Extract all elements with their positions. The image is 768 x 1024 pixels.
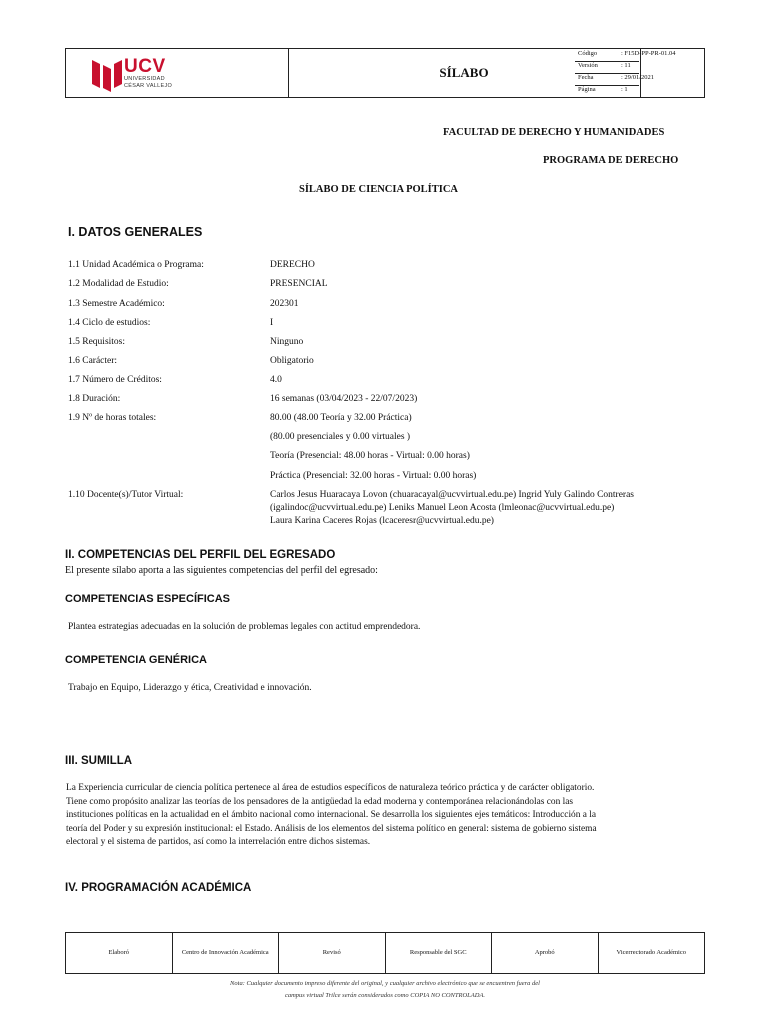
approval-cell: Aprobó bbox=[492, 933, 599, 973]
approval-cell: Vicerrectorado Académico bbox=[616, 949, 686, 957]
summary-line: instituciones políticas en la actualidad en el ámbito nacional como internacional. Se desarrolla los siguientes ejes temáticos: Introducción a la bbox=[66, 810, 597, 821]
footer-note-line: campus virtual Trilce serán considerados como COPIA NO CONTROLADA. bbox=[284, 992, 486, 999]
data-label: 1.10 Docente(s)/Tutor Virtual: bbox=[68, 490, 184, 500]
data-label: 1.9 Nº de horas totales: bbox=[68, 413, 157, 423]
meta-value: : 29/01/2021 bbox=[621, 74, 655, 81]
generic-competency-text: Trabajo en Equipo, Liderazgo y ética, Creatividad e innovación. bbox=[68, 683, 312, 693]
summary-line: La Experiencia curricular de ciencia política pertenece al área de estudios específicos de naturaleza teórico práctica y de carácter obligatorio. bbox=[66, 783, 595, 793]
data-value: DERECHO bbox=[270, 260, 315, 270]
data-label: 1.7 Número de Créditos: bbox=[68, 375, 162, 385]
logo-line-1: UNIVERSIDAD bbox=[124, 76, 165, 82]
ucv-shield-icon bbox=[92, 58, 122, 92]
header-title: SÍLABO bbox=[288, 49, 641, 97]
faculty-heading: FACULTAD DE DERECHO Y HUMANIDADES bbox=[443, 127, 665, 138]
logo-line-2: CÉSAR VALLEJO bbox=[124, 83, 173, 89]
hours-detail: Teoría (Presencial: 48.00 horas - Virtual: 0.00 horas) bbox=[270, 451, 470, 461]
meta-key: Página bbox=[578, 86, 596, 93]
generic-competency-title: COMPETENCIA GENÉRICA bbox=[65, 654, 207, 666]
data-value: 80.00 (48.00 Teoría y 32.00 Práctica) bbox=[270, 413, 412, 423]
meta-value: : 11 bbox=[621, 62, 631, 69]
program-heading: PROGRAMA DE DERECHO bbox=[543, 155, 679, 166]
section-2-title: II. COMPETENCIAS DEL PERFIL DEL EGRESADO bbox=[65, 549, 336, 561]
summary-line: Tiene como propósito analizar las teorías de los pensadores de la antigüedad la edad moderna y contemporánea relacionándolas con las bbox=[66, 796, 574, 807]
teacher-line: (igalindoc@ucvvirtual.edu.pe) Leniks Manuel Leon Acosta (lmleonac@ucvvirtual.edu.pe) bbox=[270, 503, 615, 513]
data-label: 1.6 Carácter: bbox=[68, 356, 118, 366]
summary-line: electoral y el sistema de partidos, así como la interrelación entre dichos sistemas. bbox=[66, 837, 371, 848]
meta-key: Fecha bbox=[578, 74, 594, 81]
teacher-line: Carlos Jesus Huaracaya Lovon (chuaracayal@ucvvirtual.edu.pe) Ingrid Yuly Galindo Contreras bbox=[270, 490, 634, 500]
logo-brand: UCV bbox=[124, 56, 166, 77]
approval-cell: Elaboró bbox=[66, 933, 173, 973]
meta-key: Código bbox=[578, 50, 598, 57]
approval-table bbox=[65, 932, 705, 974]
syllabus-title: SÍLABO DE CIENCIA POLÍTICA bbox=[299, 184, 458, 195]
hours-detail: Práctica (Presencial: 32.00 horas - Virtual: 0.00 horas) bbox=[270, 471, 477, 481]
footer-note bbox=[65, 978, 705, 1002]
section-4-title: IV. PROGRAMACIÓN ACADÉMICA bbox=[65, 882, 252, 894]
teacher-line: Laura Karina Caceres Rojas (lcaceresr@ucvvirtual.edu.pe) bbox=[270, 516, 494, 526]
approval-cell: Revisó bbox=[279, 933, 386, 973]
section-1-title: I. DATOS GENERALES bbox=[68, 225, 203, 239]
data-value: Obligatorio bbox=[270, 356, 314, 366]
hours-detail: (80.00 presenciales y 0.00 virtuales ) bbox=[270, 432, 411, 442]
section-2-intro: El presente sílabo aporta a las siguientes competencias del perfil del egresado: bbox=[65, 565, 378, 576]
approval-cell: Centro de Innovación Académica bbox=[173, 933, 280, 973]
data-value: 16 semanas (03/04/2023 - 22/07/2023) bbox=[270, 394, 418, 404]
data-label: 1.8 Duración: bbox=[68, 394, 121, 404]
summary-paragraph bbox=[66, 782, 702, 850]
data-label: 1.2 Modalidad de Estudio: bbox=[68, 279, 169, 289]
meta-value: : 1 bbox=[621, 86, 628, 93]
data-label: 1.5 Requisitos: bbox=[68, 337, 126, 347]
meta-row-page bbox=[575, 86, 705, 98]
data-label: 1.4 Ciclo de estudios: bbox=[68, 318, 151, 328]
approval-cell: Responsable del SGC bbox=[386, 933, 493, 973]
logo-cell bbox=[66, 49, 289, 97]
data-value: Ninguno bbox=[270, 337, 304, 347]
logo-wordmark bbox=[124, 57, 172, 90]
footer-note-line: Nota: Cualquier documento impreso diferente del original, y cualquier archivo electrónico que se encuentren fuera del bbox=[230, 980, 540, 987]
data-label: 1.3 Semestre Académico: bbox=[68, 299, 165, 309]
data-label: 1.1 Unidad Académica o Programa: bbox=[68, 260, 204, 270]
meta-key: Versión bbox=[578, 62, 598, 69]
data-value: PRESENCIAL bbox=[270, 279, 328, 289]
specific-competencies-title: COMPETENCIAS ESPECÍFICAS bbox=[65, 593, 231, 605]
summary-line: teoría del Poder y su expresión institucional: el Estado. Análisis de los elementos del sistema político en general: sistema de gobierno sistema bbox=[66, 823, 597, 834]
data-value: 202301 bbox=[270, 299, 299, 309]
section-3-title: III. SUMILLA bbox=[65, 755, 133, 767]
data-value: 4.0 bbox=[270, 375, 282, 385]
specific-competencies-text: Plantea estrategias adecuadas en la solución de problemas legales con actitud emprendedora. bbox=[68, 622, 421, 632]
meta-value: : F15D-PP-PR-01.04 bbox=[621, 50, 676, 57]
data-value: I bbox=[270, 318, 274, 328]
